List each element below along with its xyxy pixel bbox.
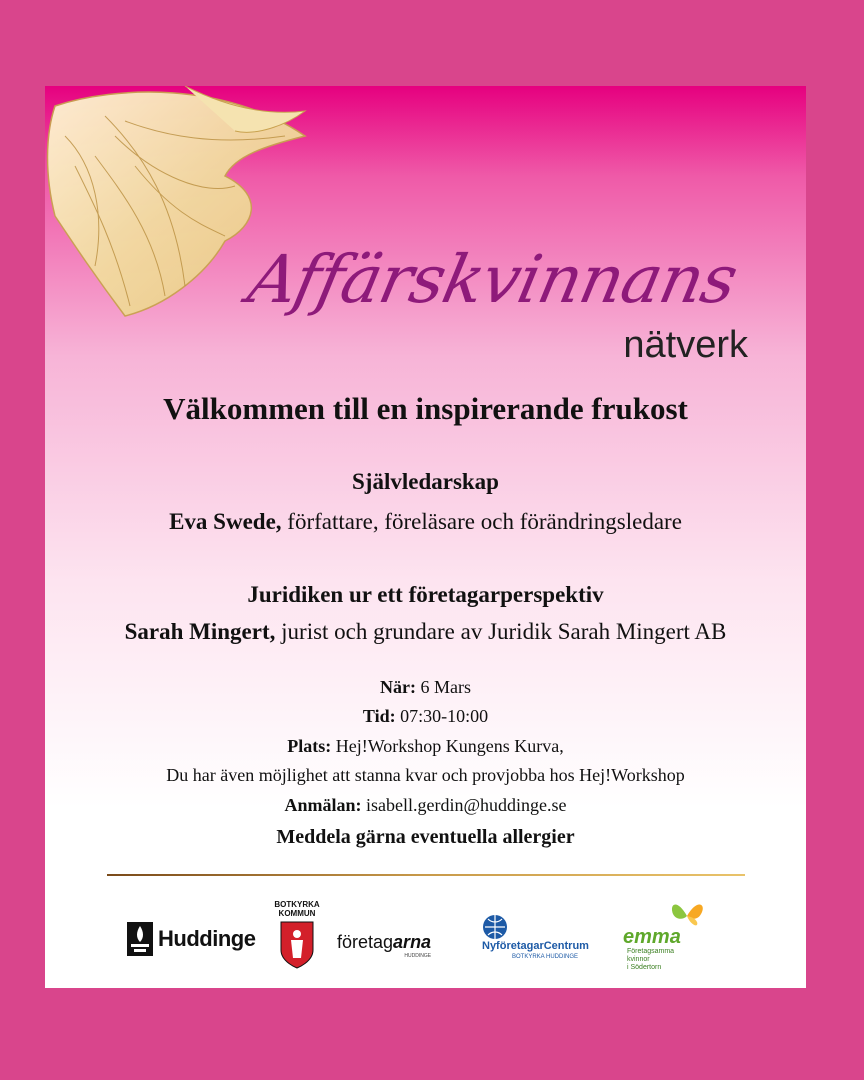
speaker-name: Sarah Mingert, [124, 619, 276, 644]
detail-label: Tid: [362, 706, 396, 726]
detail-label: När: [380, 677, 416, 697]
botkyrka-shield-icon [279, 920, 315, 970]
butterfly-icon [667, 896, 707, 930]
emma-tagline-line: i Södertorn [627, 964, 662, 971]
emma-tagline-line: Företagsamma [627, 948, 675, 955]
huddinge-emblem-icon [127, 922, 153, 956]
divider [107, 874, 745, 876]
speaker-description: författare, föreläsare och förändringsledare [281, 509, 682, 534]
botkyrka-logo-line1: BOTKYRKA [274, 900, 320, 909]
detail-value: 07:30-10:00 [395, 706, 489, 726]
foretagarna-logo-text-bold: arna [393, 932, 432, 952]
brand-script-title: Affärskvinnans [241, 241, 744, 318]
emma-logo-tagline [627, 948, 674, 972]
session-speaker [45, 509, 806, 535]
globe-icon [482, 914, 508, 940]
foretagarna-logo-text: företag [337, 932, 394, 952]
emma-logo-text: emma [623, 926, 681, 948]
botkyrka-logo-line2: KOMMUN [278, 909, 316, 918]
partner-logos [45, 894, 806, 974]
allergy-note: Meddela gärna eventuella allergier [276, 826, 575, 848]
nyforetagarcentrum-logo-region: BOTKYRKA HUDDINGE [512, 954, 579, 960]
foretagarna-logo-region: HUDDINGE [404, 953, 432, 959]
detail-value: 6 Mars [415, 677, 471, 697]
detail-time [45, 706, 806, 727]
event-flyer-card [45, 86, 806, 988]
nyforetagarcentrum-logo [482, 914, 589, 960]
nyforetagarcentrum-logo-text: NyföretagarCentrum [482, 940, 589, 952]
session-topic: Självledarskap [352, 469, 499, 494]
brand-subtitle: nätverk [623, 324, 748, 366]
detail-when [45, 677, 806, 698]
signup-email-link[interactable]: isabell.gerdin@huddinge.se [361, 795, 567, 815]
page-title: Välkommen till en inspirerande frukost [163, 391, 688, 426]
botkyrka-logo [269, 900, 325, 970]
detail-label: Anmälan: [284, 795, 362, 815]
detail-label: Plats: [287, 736, 332, 756]
emma-tagline-line: kvinnor [627, 956, 650, 963]
detail-value: Hej!Workshop Kungens Kurva, [331, 736, 564, 756]
detail-signup [45, 795, 806, 816]
session-topic: Juridiken ur ett företagarperspektiv [247, 582, 604, 607]
speaker-description: jurist och grundare av Juridik Sarah Mingert AB [275, 619, 727, 644]
huddinge-logo [127, 922, 255, 956]
foretagarna-logo [337, 932, 431, 959]
detail-place [45, 736, 806, 757]
session-speaker [45, 619, 806, 645]
speaker-name: Eva Swede, [169, 509, 282, 534]
detail-extra: Du har även möjlighet att stanna kvar och provjobba hos Hej!Workshop [166, 765, 685, 785]
huddinge-logo-text: Huddinge [158, 926, 256, 951]
